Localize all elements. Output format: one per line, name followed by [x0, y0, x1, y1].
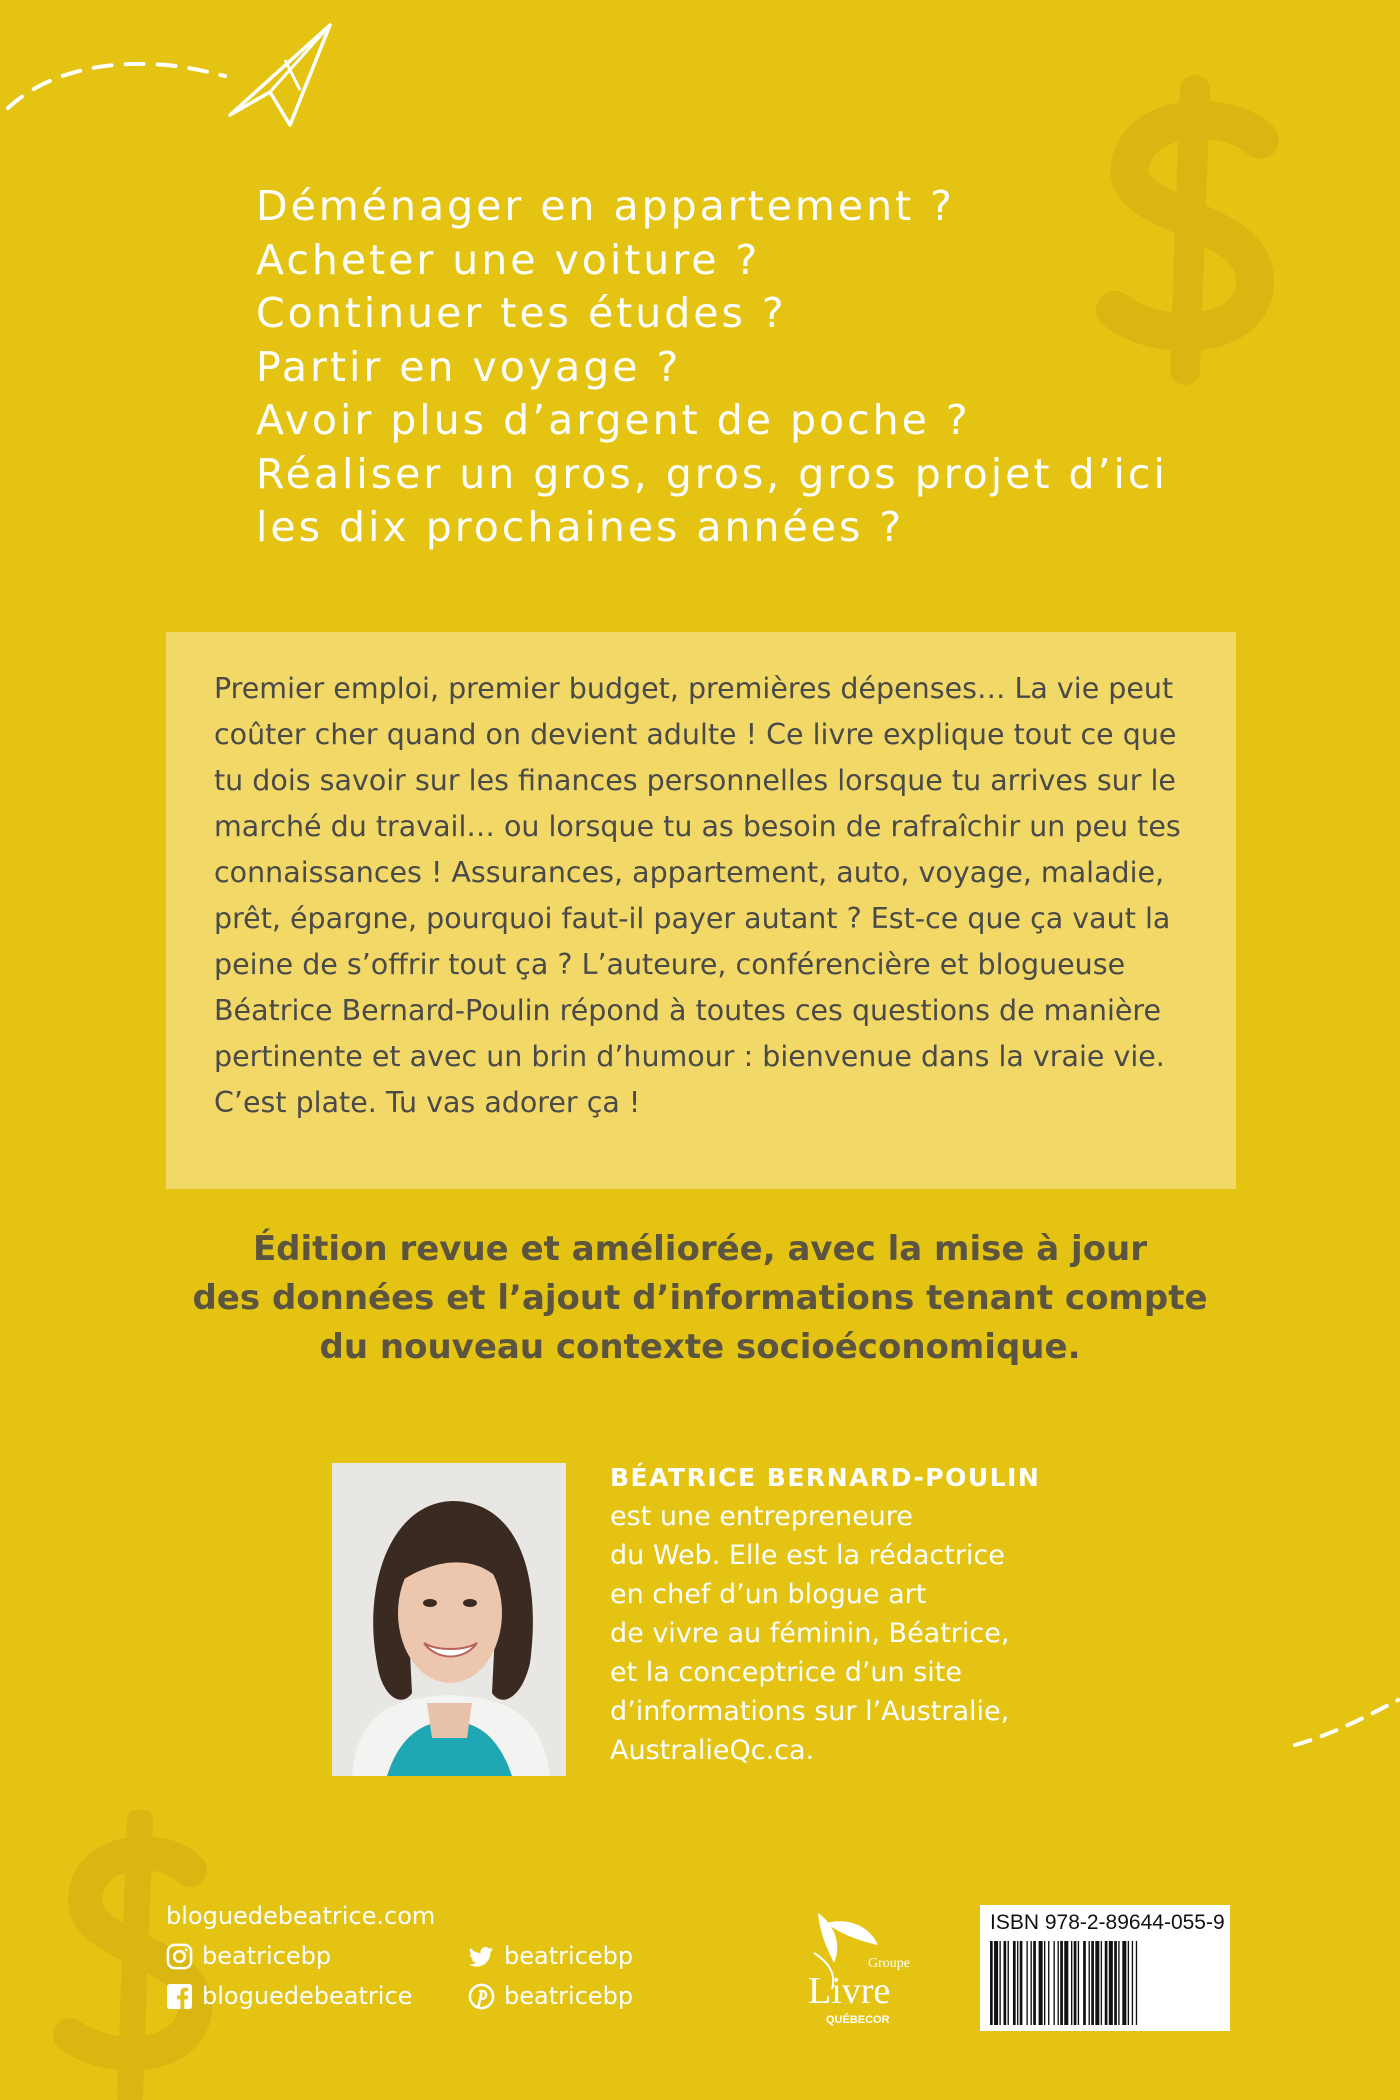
- barcode-bar: [1004, 1941, 1007, 2025]
- question-line: Avoir plus d’argent de poche ?: [256, 396, 971, 444]
- question-line: Acheter une voiture ?: [256, 235, 761, 284]
- instagram-icon: [166, 1943, 193, 1970]
- question-line: Continuer tes études ?: [256, 289, 787, 337]
- publisher-livre-label: Livre: [808, 1970, 891, 2012]
- website-link-label: bloguedebeatrice.com: [166, 1902, 436, 1930]
- twitter-icon: [468, 1943, 495, 1970]
- barcode-bar: [1101, 1941, 1102, 2025]
- barcode-bar: [1048, 1941, 1049, 2025]
- barcode-bar: [1078, 1941, 1079, 2025]
- barcode-bar: [1058, 1941, 1059, 2025]
- barcode-bar: [1008, 1941, 1009, 2025]
- facebook-handle: bloguedebeatrice: [202, 1982, 413, 2010]
- question-line: les dix prochaines années ?: [256, 503, 905, 551]
- publisher-group-label: Groupe: [868, 1956, 910, 1971]
- barcode-bar: [1017, 1941, 1018, 2025]
- barcode-bar: [1128, 1941, 1129, 2025]
- pinterest-link[interactable]: [468, 1982, 633, 2010]
- edition-note: [150, 1225, 1250, 1372]
- instagram-handle: beatricebp: [202, 1942, 332, 1970]
- author-bio-line: est une entrepreneure: [610, 1501, 913, 1532]
- twitter-handle: beatricebp: [504, 1942, 634, 1970]
- author-bio-line: d’informations sur l’Australie,: [610, 1696, 1010, 1727]
- barcode-bar: [1071, 1941, 1072, 2025]
- author-bio: [610, 1497, 1090, 1770]
- isbn-label: ISBN 978-2-89644-055-9: [990, 1911, 1225, 1934]
- question-line: Déménager en appartement ?: [256, 182, 955, 230]
- pinterest-icon: [468, 1983, 495, 2010]
- barcode-bar: [1033, 1941, 1036, 2025]
- barcode-bar: [1109, 1941, 1113, 2025]
- twitter-link[interactable]: [468, 1942, 633, 1970]
- dashed-trail-icon: [1290, 1690, 1400, 1750]
- barcode: [990, 1941, 1220, 2025]
- website-link[interactable]: [166, 1902, 435, 1930]
- instagram-link[interactable]: [166, 1942, 331, 1970]
- author-bio-line: du Web. Elle est la rédactrice: [610, 1540, 1005, 1571]
- barcode-bar: [1013, 1941, 1016, 2025]
- author-bio-line: de vivre au féminin, Béatrice,: [610, 1618, 1010, 1649]
- barcode-bar: [1060, 1941, 1063, 2025]
- barcode-bar: [1091, 1941, 1094, 2025]
- author-block: [610, 1458, 1090, 1770]
- barcode-bar: [1122, 1941, 1126, 2025]
- barcode-bar: [1031, 1941, 1032, 2025]
- barcode-bar: [994, 1941, 998, 2025]
- barcode-bar: [1132, 1941, 1133, 2025]
- barcode-bar: [1089, 1941, 1090, 2025]
- barcode-bar: [1026, 1941, 1027, 2025]
- barcode-bar: [1053, 1941, 1054, 2025]
- facebook-icon: [166, 1983, 193, 2010]
- barcode-bar: [1114, 1941, 1117, 2025]
- question-line: Réaliser un gros, gros, gros projet d’ici: [256, 449, 1168, 498]
- author-name: BÉATRICE BERNARD-POULIN: [610, 1463, 1041, 1492]
- author-photo: [332, 1463, 566, 1776]
- barcode-bar: [999, 1941, 1000, 2025]
- barcode-bar: [1118, 1941, 1119, 2025]
- facebook-link[interactable]: [166, 1982, 412, 2010]
- questions-list: [256, 180, 1256, 555]
- author-bio-line: et la conceptrice d’un site: [610, 1657, 963, 1688]
- barcode-bar: [1095, 1941, 1099, 2025]
- summary-text: Premier emploi, premier budget, premières dépenses… La vie peut coûter cher quand on devient adulte ! Ce livre explique tout ce que tu dois savoir sur les finances personnelles lorsque tu arrives sur le marché du travail… ou lorsque tu as besoin de rafraîchir un peu tes connaissances ! Assurances, appartement, auto, voyage, maladie, prêt, épargne, pourquoi faut-il payer autant ? Est-ce que ça vaut la peine de s’offrir tout ça ? L’auteure, conférencière et blogueuse Béatrice Bernard-Poulin répond à toutes ces questions de manière pertinente et avec un brin d’humour : bienvenue dans la vraie vie. C’est plate. Tu vas adorer ça !: [214, 672, 1181, 1119]
- question-line: Partir en voyage ?: [256, 342, 682, 391]
- barcode-bar: [1074, 1941, 1077, 2025]
- barcode-bar: [1064, 1941, 1068, 2025]
- summary-box: [166, 632, 1236, 1189]
- edition-line: des données et l’ajout d’informations tenant compte: [192, 1278, 1208, 1318]
- publisher-logo: [790, 1905, 915, 2030]
- edition-line: du nouveau contexte socioéconomique.: [319, 1327, 1081, 1367]
- author-bio-line: AustralieQc.ca.: [610, 1735, 815, 1766]
- isbn-box: [980, 1905, 1230, 2031]
- barcode-bar: [990, 1941, 993, 2025]
- barcode-bar: [1039, 1941, 1043, 2025]
- barcode-bar: [1044, 1941, 1045, 2025]
- barcode-bar: [1083, 1941, 1086, 2025]
- edition-line: Édition revue et améliorée, avec la mise à jour: [252, 1229, 1148, 1269]
- pinterest-handle: beatricebp: [504, 1982, 634, 2010]
- barcode-bar: [1105, 1941, 1108, 2025]
- barcode-bar: [1136, 1941, 1137, 2025]
- author-bio-line: en chef d’un blogue art: [610, 1579, 927, 1610]
- publisher-quebecor-label: QUÉBECOR: [826, 2014, 890, 2026]
- barcode-bar: [1020, 1941, 1023, 2025]
- paper-plane-icon: [0, 20, 360, 130]
